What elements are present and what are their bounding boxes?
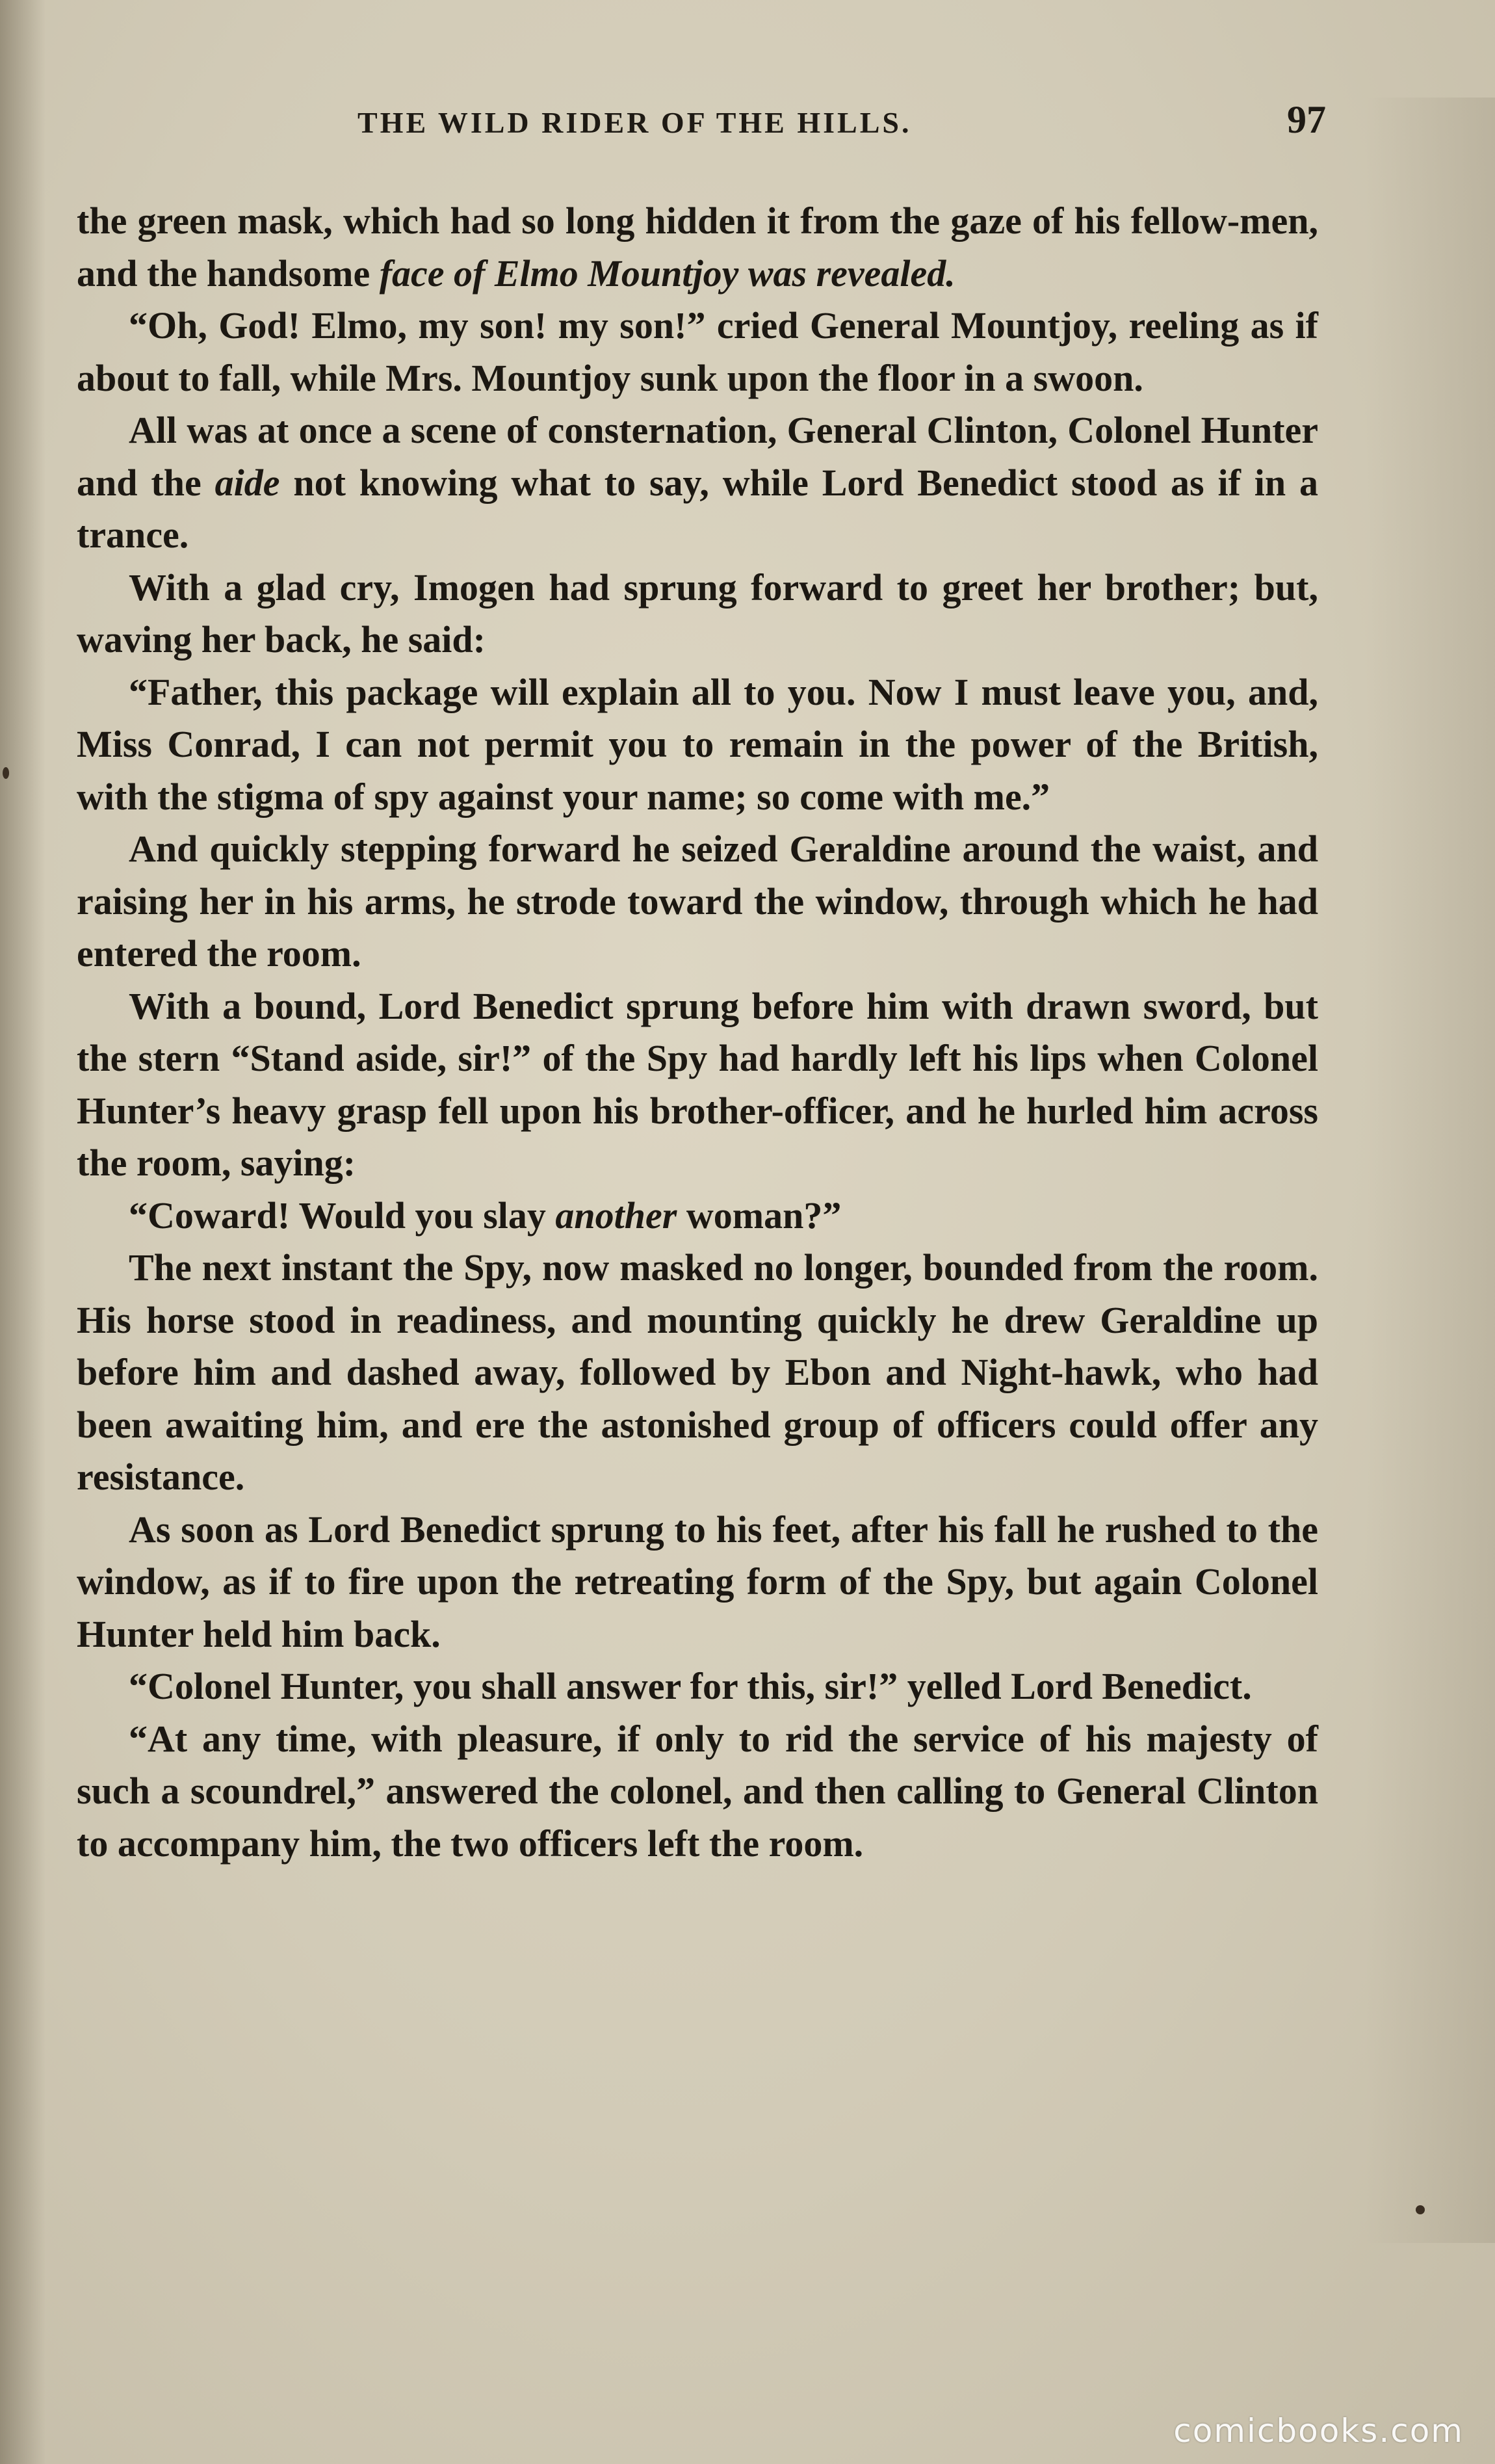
page-number: 97 <box>1287 98 1326 141</box>
paragraph <box>77 300 1318 404</box>
show-through-shading <box>1365 98 1495 2243</box>
italic-text: another <box>555 1194 677 1237</box>
text-run: All was at once a scene of consternation, General Clinton, Colonel Hunter and the <box>77 409 1318 504</box>
paragraph <box>77 562 1318 666</box>
watermark: comicbooks.com <box>1173 2412 1464 2450</box>
paragraph <box>77 404 1318 562</box>
paragraph <box>77 1504 1318 1661</box>
text-run: As soon as Lord Benedict sprung to his feet, after his fall he rushed to the window, as if to fire upon the retreating form of the Spy, but again Colonel Hunter held him back. <box>77 1508 1318 1655</box>
italic-text: aide <box>214 461 280 504</box>
text-run: “At any time, with pleasure, if only to rid the service of his majesty of such a scoundrel,” answered the colonel, and then calling to General Clinton to accompany him, the two officers left the room. <box>77 1717 1318 1865</box>
binding-shadow <box>0 0 46 2464</box>
text-run: The next instant the Spy, now masked no longer, bounded from the room. His horse stood in readiness, and mounting quickly he drew Geraldine up before him and dashed away, followed by Ebon and Night-hawk, who had been awaiting him, and ere the astonished group of officers could offer any resistance. <box>77 1246 1318 1498</box>
running-head: THE WILD RIDER OF THE HILLS. <box>358 106 912 139</box>
text-run: With a glad cry, Imogen had sprung forward to greet her brother; but, waving her back, he said: <box>77 566 1318 661</box>
paragraph <box>77 823 1318 980</box>
text-run: woman?” <box>677 1194 842 1237</box>
paragraph <box>77 1190 1318 1242</box>
paragraph <box>77 666 1318 824</box>
ink-speck <box>3 767 9 779</box>
paragraph <box>77 980 1318 1190</box>
paragraph <box>77 1713 1318 1870</box>
body-text <box>77 195 1318 1870</box>
text-run: “Coward! Would you slay <box>129 1194 556 1237</box>
paragraph <box>77 1660 1318 1713</box>
text-run: not knowing what to say, while Lord Benedict stood as if in a trance. <box>77 461 1319 556</box>
paragraph <box>77 195 1318 300</box>
paragraph <box>77 1242 1318 1504</box>
ink-speck <box>1416 2205 1425 2214</box>
page-header <box>78 98 1326 150</box>
text-run: And quickly stepping forward he seized Geraldine around the waist, and raising her in his arms, he strode toward the window, through which he had entered the room. <box>77 828 1318 975</box>
italic-text: face of Elmo Mountjoy was revealed. <box>379 252 956 295</box>
text-run: “Colonel Hunter, you shall answer for this, sir!” yelled Lord Benedict. <box>129 1665 1252 1707</box>
text-run: “Father, this package will explain all to you. Now I must leave you, and, Miss Conrad, I can not permit you to remain in the power of the British, with the stigma of spy against your name; so come with me.” <box>77 670 1318 818</box>
text-run: “Oh, God! Elmo, my son! my son!” cried General Mountjoy, reeling as if about to fall, while Mrs. Mountjoy sunk upon the floor in a swoon. <box>77 304 1318 399</box>
text-run: the green mask, which had so long hidden it from the gaze of his fellow-men, and the handsome <box>77 200 1318 295</box>
text-run: With a bound, Lord Benedict sprung before him with drawn sword, but the stern “Stand aside, sir!” of the Spy had hardly left his lips when Colonel Hunter’s heavy grasp fell upon his brother-officer, and he hurled him across the room, saying: <box>77 984 1318 1184</box>
